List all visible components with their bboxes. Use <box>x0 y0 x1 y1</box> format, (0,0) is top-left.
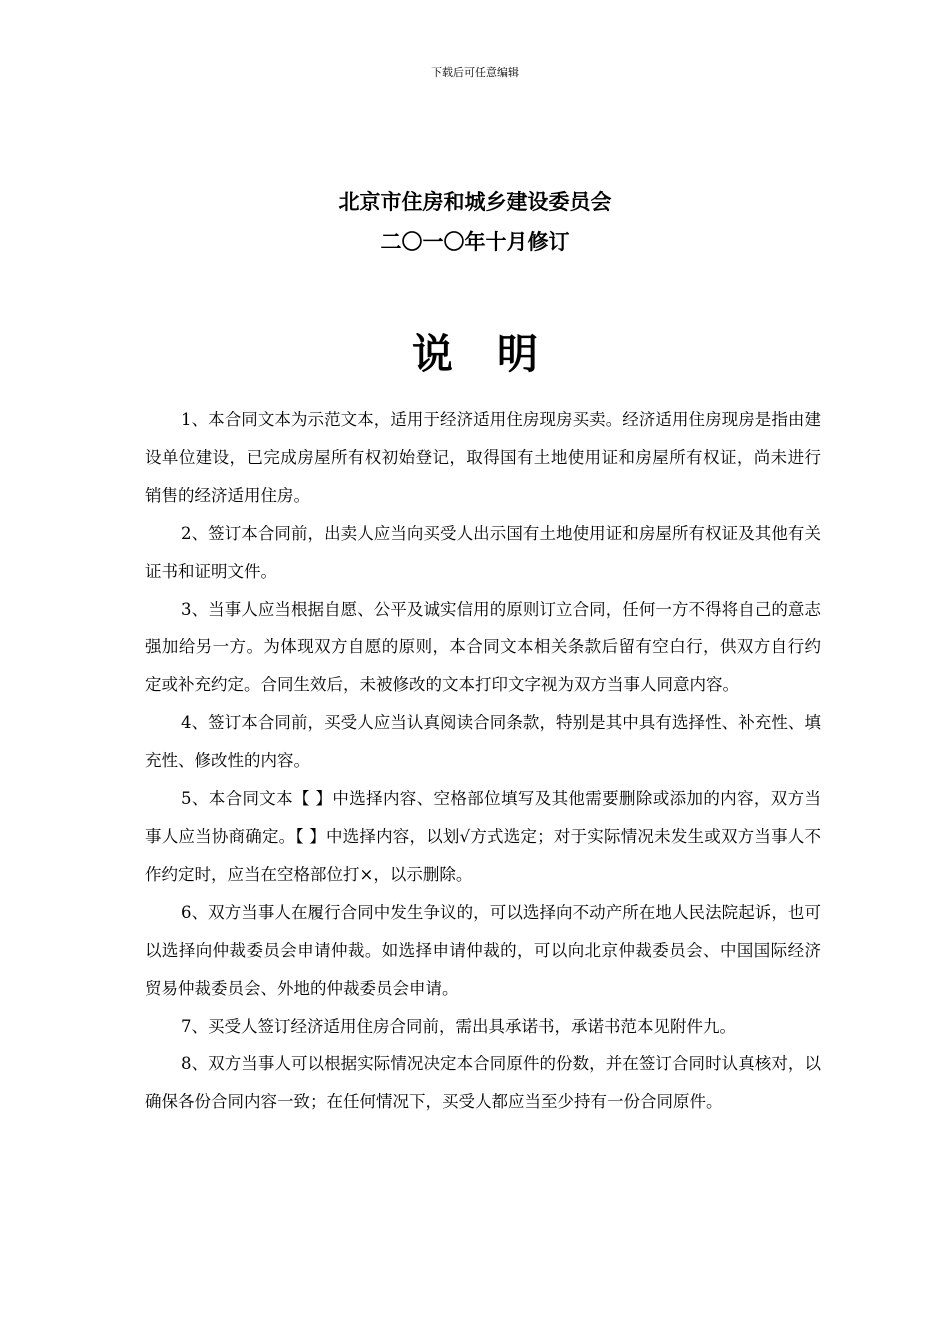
revision-date: 二〇一〇年十月修订 <box>380 230 570 254</box>
section-title: 说明 <box>412 330 582 378</box>
paragraph-7: 7、买受人签订经济适用住房合同前，需出具承诺书，承诺书范本见附件九。 <box>181 1016 736 1036</box>
header-note: 下载后可任意编辑 <box>431 66 519 79</box>
paragraph-4: 4、签订本合同前，买受人应当认真阅读合同条款，特别是其中具有选择性、补充性、填充性、修改性的内容。 <box>145 713 821 771</box>
paragraph-2: 2、签订本合同前，出卖人应当向买受人出示国有土地使用证和房屋所有权证及其他有关证书和证明文件。 <box>145 523 821 581</box>
paragraph-1: 1、本合同文本为示范文本，适用于经济适用住房现房买卖。经济适用住房现房是指由建设单位建设，已完成房屋所有权初始登记，取得国有土地使用证和房屋所有权证，尚未进行销售的经济适用住房。 <box>145 410 821 505</box>
paragraph-3: 3、当事人应当根据自愿、公平及诚实信用的原则订立合同，任何一方不得将自己的意志强加给另一方。为体现双方自愿的原则，本合同文本相关条款后留有空白行，供双方自行约定或补充约定。合同生效后，未被修改的文本打印文字视为双方当事人同意内容。 <box>145 599 821 695</box>
organization-name: 北京市住房和城乡建设委员会 <box>338 190 612 214</box>
paragraph-8: 8、双方当事人可以根据实际情况决定本合同原件的份数，并在签订合同时认真核对，以确保各份合同内容一致；在任何情况下，买受人都应当至少持有一份合同原件。 <box>145 1054 821 1112</box>
instructions-body <box>145 401 821 1121</box>
paragraph-6: 6、双方当事人在履行合同中发生争议的，可以选择向不动产所在地人民法院起诉，也可以选择向仲裁委员会申请仲裁。如选择申请仲裁的，可以向北京仲裁委员会、中国国际经济贸易仲裁委员会、外地的仲裁委员会申请。 <box>145 902 821 998</box>
paragraph-5: 5、本合同文本【 】中选择内容、空格部位填写及其他需要删除或添加的内容，双方当事人应当协商确定。【 】中选择内容，以划√方式选定；对于实际情况未发生或双方当事人不作约定时，应当在空格部位打×，以示删除。 <box>145 789 821 884</box>
